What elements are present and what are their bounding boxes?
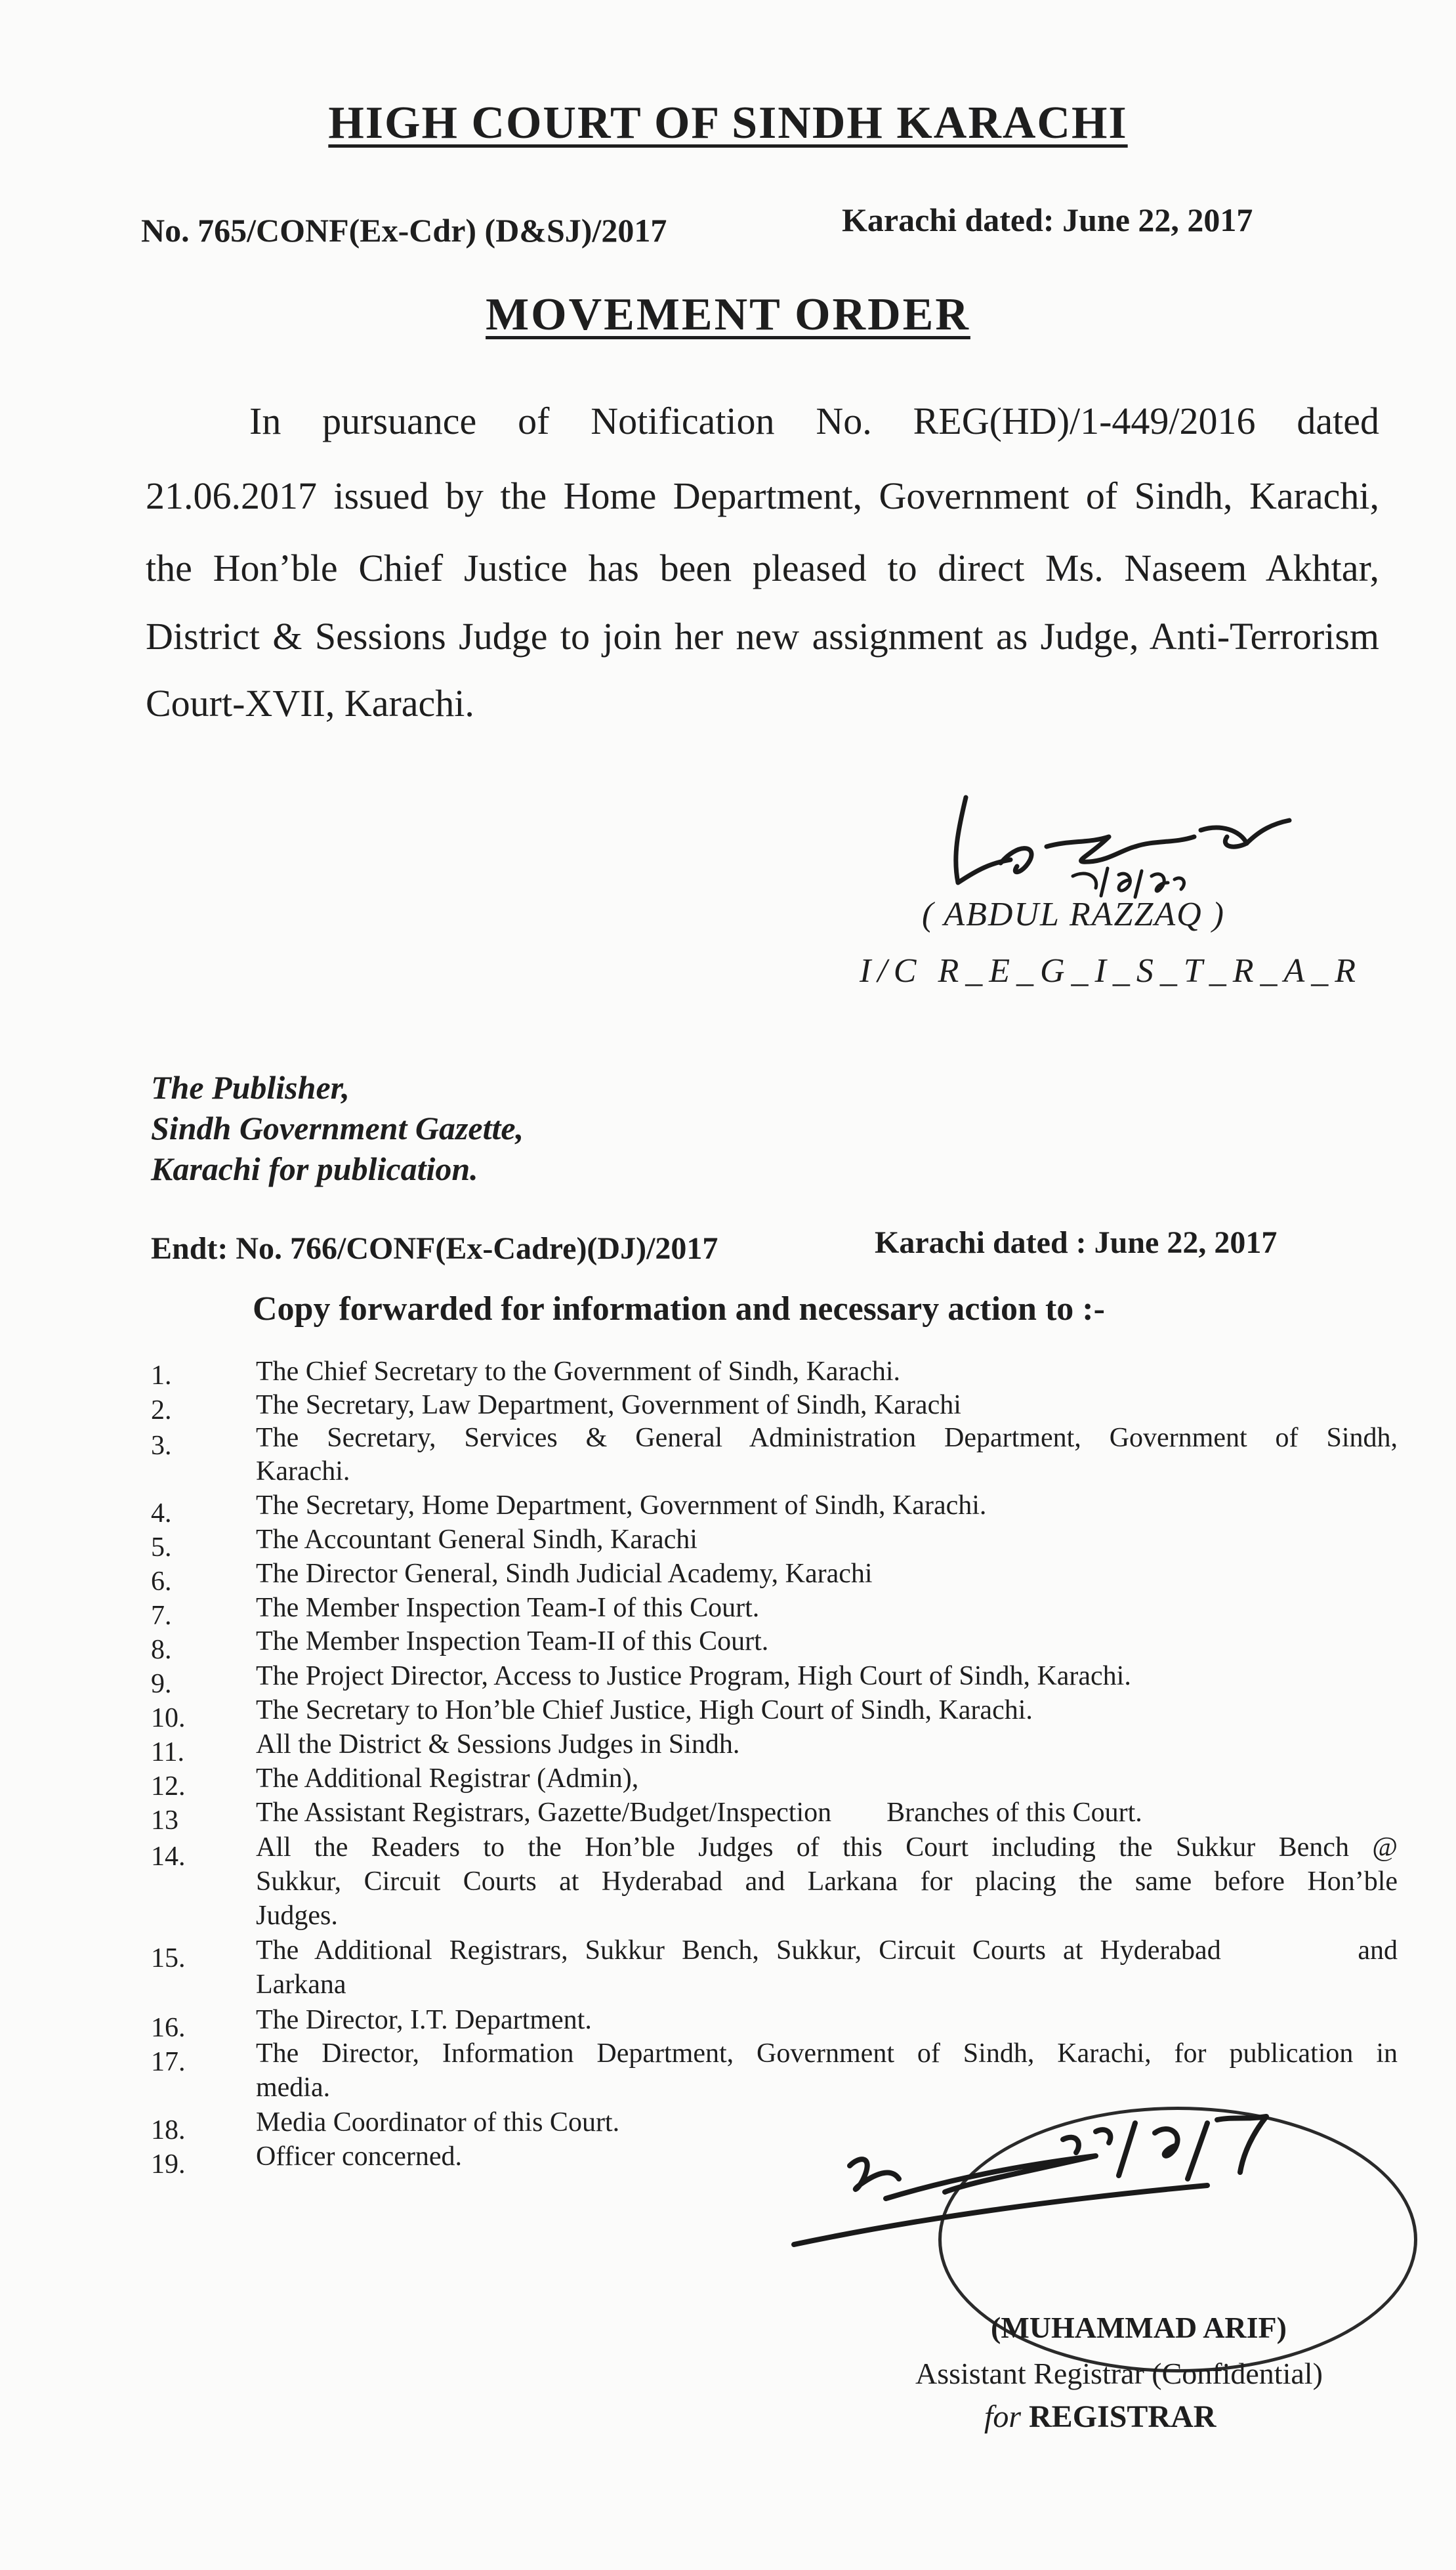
- body-line: District & Sessions Judge to join her new assignment as Judge, Anti-Terrorism: [146, 615, 1379, 658]
- list-item-number: 16.: [151, 2013, 186, 2043]
- list-item-text: The Director, I.T. Department.: [256, 2005, 592, 2035]
- list-item-number: 5.: [151, 1532, 172, 1563]
- list-item-number: 10.: [151, 1703, 186, 1733]
- list-item-text: The Chief Secretary to the Government of Sindh, Karachi.: [256, 1357, 901, 1387]
- list-item-number: 17.: [151, 2047, 186, 2077]
- list-item-number: 12.: [151, 1771, 186, 1801]
- copy-forwarded-heading: Copy forwarded for information and necessary action to :-: [253, 1290, 1105, 1328]
- handwritten-signature-2: [787, 2094, 1365, 2264]
- list-item-number: 3.: [151, 1431, 172, 1461]
- list-item-text: Larkana: [256, 1970, 346, 2000]
- list-item-text: The Secretary, Services & General Administration Department, Government of Sindh,: [256, 1423, 1398, 1453]
- list-item-number: 9.: [151, 1669, 172, 1699]
- list-item-text: All the District & Sessions Judges in Sindh.: [256, 1729, 740, 1759]
- list-item-text: media.: [256, 2073, 331, 2103]
- list-item-number: 1.: [151, 1360, 172, 1391]
- list-item-text: Karachi.: [256, 1456, 350, 1486]
- publisher-line: Sindh Government Gazette,: [151, 1110, 524, 1147]
- for-registrar-line: [984, 2399, 1216, 2435]
- list-item-text: The Additional Registrar (Admin),: [256, 1763, 639, 1794]
- list-item-text: The Secretary, Law Department, Government of Sindh, Karachi: [256, 1390, 961, 1420]
- list-item-number: 15.: [151, 1943, 186, 1973]
- order-date: Karachi dated: June 22, 2017: [842, 201, 1253, 238]
- list-item-text: Media Coordinator of this Court.: [256, 2107, 620, 2138]
- body-line: the Hon’ble Chief Justice has been pleased to direct Ms. Naseem Akhtar,: [146, 547, 1379, 589]
- list-item-number: 14.: [151, 1842, 186, 1872]
- list-item-text: The Member Inspection Team-II of this Court.: [256, 1626, 769, 1656]
- list-item-number: 11.: [151, 1737, 184, 1767]
- endorsement-date: Karachi dated : June 22, 2017: [875, 1225, 1278, 1260]
- list-item-text: All the Readers to the Hon’ble Judges of this Court including the Sukkur Bench @: [256, 1832, 1398, 1863]
- list-item-text: The Project Director, Access to Justice Program, High Court of Sindh, Karachi.: [256, 1661, 1131, 1691]
- list-item-text: The Director General, Sindh Judicial Academy, Karachi: [256, 1559, 873, 1589]
- body-line: In pursuance of Notification No. REG(HD)/1-449/2016 dated: [249, 400, 1379, 442]
- list-item-number: 18.: [151, 2115, 186, 2145]
- reference-number: No. 765/CONF(Ex-Cdr) (D&SJ)/2017: [141, 212, 667, 249]
- body-line: Court-XVII, Karachi.: [146, 682, 474, 725]
- list-item-text: The Secretary to Hon’ble Chief Justice, High Court of Sindh, Karachi.: [256, 1695, 1033, 1725]
- list-item-number: 6.: [151, 1567, 172, 1597]
- list-item-text: The Accountant General Sindh, Karachi: [256, 1525, 697, 1555]
- list-item-text: Officer concerned.: [256, 2141, 463, 2172]
- list-item-number: 7.: [151, 1601, 172, 1631]
- body-line: 21.06.2017 issued by the Home Department, Government of Sindh, Karachi,: [146, 474, 1379, 517]
- list-item-text: The Director, Information Department, Government of Sindh, Karachi, for publication in: [256, 2038, 1398, 2069]
- registrar-word: REGISTRAR: [1029, 2399, 1217, 2434]
- signatory-1-name: ( ABDUL RAZZAQ ): [922, 896, 1225, 933]
- list-item-number: 13: [151, 1805, 178, 1836]
- signatory-1-designation: I/C R_E_G_I_S_T_R_A_R: [860, 952, 1363, 990]
- list-item-text: The Assistant Registrars, Gazette/Budget/Inspection Branches of this Court.: [256, 1798, 1142, 1828]
- signatory-2-name: (MUHAMMAD ARIF): [991, 2311, 1287, 2344]
- court-title: HIGH COURT OF SINDH KARACHI: [328, 98, 1128, 148]
- order-title: MOVEMENT ORDER: [486, 289, 970, 340]
- publisher-line: Karachi for publication.: [151, 1150, 478, 1187]
- publisher-line: The Publisher,: [151, 1069, 350, 1106]
- endorsement-number: Endt: No. 766/CONF(Ex-Cadre)(DJ)/2017: [151, 1231, 718, 1266]
- list-item-number: 8.: [151, 1635, 172, 1665]
- list-item-number: 4.: [151, 1498, 172, 1528]
- list-item-text: Sukkur, Circuit Courts at Hyderabad and Larkana for placing the same before Hon’ble: [256, 1866, 1398, 1897]
- list-item-text: The Member Inspection Team-I of this Court.: [256, 1593, 760, 1623]
- list-item-text: The Additional Registrars, Sukkur Bench, Sukkur, Circuit Courts at Hyderabad and: [256, 1935, 1398, 1966]
- signatory-2-designation: Assistant Registrar (Confidential): [915, 2357, 1323, 2390]
- list-item-text: The Secretary, Home Department, Government of Sindh, Karachi.: [256, 1490, 987, 1521]
- list-item-number: 2.: [151, 1395, 172, 1425]
- list-item-number: 19.: [151, 2149, 186, 2180]
- for-word: for: [984, 2399, 1022, 2434]
- list-item-text: Judges.: [256, 1901, 338, 1931]
